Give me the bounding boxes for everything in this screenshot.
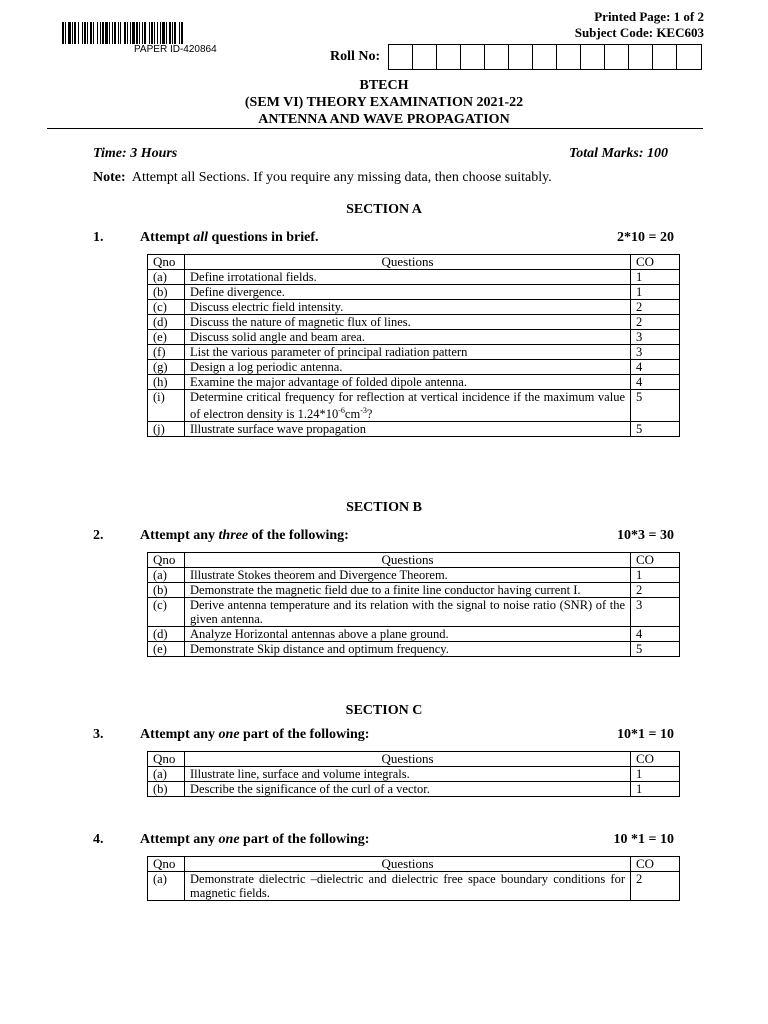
question-text: Design a log periodic antenna.	[185, 360, 631, 375]
instruction-pre: Attempt any	[140, 832, 219, 847]
section-heading: SECTION C	[345, 703, 423, 718]
question-text: Examine the major advantage of folded dipole antenna.	[185, 375, 631, 390]
question-text: Describe the significance of the curl of a vector.	[185, 782, 631, 797]
co-value: 1	[631, 270, 680, 285]
questions-header: Questions	[185, 857, 631, 872]
roll-no-row	[330, 44, 702, 70]
question-label: (b)	[148, 583, 185, 598]
table-row	[148, 285, 680, 300]
question-label: (j)	[148, 422, 185, 437]
question-text: Illustrate Stokes theorem and Divergence Theorem.	[185, 568, 631, 583]
questions-header: Questions	[185, 752, 631, 767]
qno-header: Qno	[148, 857, 185, 872]
co-value: 3	[631, 598, 680, 627]
question-marks: 10*1 = 10	[617, 727, 674, 742]
time-label: Time: 3 Hours	[93, 146, 178, 161]
instruction-pre: Attempt any	[140, 727, 219, 742]
question-instruction	[140, 528, 349, 544]
question-text: Derive antenna temperature and its relation with the signal to noise ratio (SNR) of the given antenna.	[185, 598, 631, 627]
question-text: Demonstrate dielectric –dielectric and dielectric free space boundary conditions for magnetic fields.	[185, 872, 631, 901]
roll-no-box	[581, 45, 605, 69]
instruction-emphasis: one	[218, 832, 240, 847]
question-text: Discuss solid angle and beam area.	[185, 330, 631, 345]
co-value: 2	[631, 300, 680, 315]
roll-no-box	[557, 45, 581, 69]
question-label: (g)	[148, 360, 185, 375]
questions-table	[147, 856, 680, 901]
questions-header: Questions	[185, 255, 631, 270]
question-text: Illustrate line, surface and volume integrals.	[185, 767, 631, 782]
barcode-image	[62, 22, 292, 44]
instruction-post: part of the following:	[239, 727, 370, 742]
section-heading: SECTION B	[346, 500, 422, 515]
superscript: -3	[360, 406, 367, 415]
question-number: 4.	[93, 832, 104, 847]
roll-no-boxes	[388, 44, 702, 70]
co-value: 2	[631, 315, 680, 330]
table-row	[148, 360, 680, 375]
instruction-post: questions in brief.	[208, 230, 319, 245]
question-label: (c)	[148, 598, 185, 627]
note-text: Attempt all Sections. If you require any missing data, then choose suitably.	[131, 170, 552, 185]
instruction-emphasis: all	[193, 230, 209, 245]
question-text: Define irrotational fields.	[185, 270, 631, 285]
co-value: 2	[631, 583, 680, 598]
roll-no-box	[629, 45, 653, 69]
instruction-post: part of the following:	[239, 832, 370, 847]
question-label: (h)	[148, 375, 185, 390]
question-instruction	[140, 727, 369, 743]
instruction-pre: Attempt any	[140, 528, 219, 543]
roll-no-box	[461, 45, 485, 69]
question-marks: 2*10 = 20	[617, 230, 674, 245]
table-row	[148, 598, 680, 627]
roll-no-box	[509, 45, 533, 69]
question-label: (c)	[148, 300, 185, 315]
question-text: Analyze Horizontal antennas above a plane ground.	[185, 627, 631, 642]
table-header-row	[148, 857, 680, 872]
question-label: (e)	[148, 330, 185, 345]
superscript: -6	[338, 406, 345, 415]
paper-id: PAPER ID-420864	[134, 44, 217, 55]
table-row	[148, 270, 680, 285]
table-row	[148, 330, 680, 345]
question-text: Determine critical frequency for reflection at vertical incidence if the maximum value of electron density is $1.24*10^{-6}cm^{-3}$?	[185, 390, 631, 422]
question-label: (a)	[148, 872, 185, 901]
co-value: 5	[631, 422, 680, 437]
note	[93, 170, 552, 186]
table-row	[148, 315, 680, 330]
instruction-post: of the following:	[248, 528, 349, 543]
co-value: 4	[631, 360, 680, 375]
co-header: CO	[631, 255, 680, 270]
co-value: 5	[631, 642, 680, 657]
question-number: 1.	[93, 230, 104, 245]
instruction-emphasis: three	[218, 528, 249, 543]
co-value: 3	[631, 345, 680, 360]
question-text: Discuss electric field intensity.	[185, 300, 631, 315]
roll-no-box	[485, 45, 509, 69]
exam-title: (SEM VI) THEORY EXAMINATION 2021-22	[244, 95, 524, 110]
questions-table	[147, 552, 680, 657]
table-header-row	[148, 255, 680, 270]
question-instruction	[140, 230, 319, 246]
question-label: (b)	[148, 285, 185, 300]
roll-no-box	[605, 45, 629, 69]
question-label: (d)	[148, 627, 185, 642]
roll-no-box	[677, 45, 701, 69]
qno-header: Qno	[148, 255, 185, 270]
table-row	[148, 872, 680, 901]
co-value: 1	[631, 568, 680, 583]
roll-no-label: Roll No:	[330, 49, 381, 64]
question-number: 3.	[93, 727, 104, 742]
table-row	[148, 300, 680, 315]
table-row	[148, 390, 680, 422]
header-divider	[47, 128, 703, 129]
questions-table	[147, 751, 680, 797]
table-header-row	[148, 553, 680, 568]
question-label: (b)	[148, 782, 185, 797]
question-instruction	[140, 832, 369, 848]
degree-title: BTECH	[359, 78, 409, 93]
table-row	[148, 422, 680, 437]
table-row	[148, 782, 680, 797]
table-row	[148, 375, 680, 390]
section-heading: SECTION A	[346, 202, 422, 217]
question-marks: 10*3 = 30	[617, 528, 674, 543]
co-value: 1	[631, 767, 680, 782]
question-label: (a)	[148, 568, 185, 583]
roll-no-box	[533, 45, 557, 69]
co-value: 2	[631, 872, 680, 901]
question-text: Demonstrate Skip distance and optimum frequency.	[185, 642, 631, 657]
co-value: 4	[631, 375, 680, 390]
question-label: (a)	[148, 767, 185, 782]
printed-page: Printed Page: 1 of 2	[594, 9, 704, 24]
question-text: Discuss the nature of magnetic flux of lines.	[185, 315, 631, 330]
total-marks: Total Marks: 100	[568, 146, 668, 161]
co-value: 4	[631, 627, 680, 642]
questions-header: Questions	[185, 553, 631, 568]
co-header: CO	[631, 857, 680, 872]
subject-code: Subject Code: KEC603	[574, 25, 704, 40]
table-row	[148, 767, 680, 782]
note-label: Note:	[93, 170, 126, 185]
table-row	[148, 345, 680, 360]
question-text: Illustrate surface wave propagation	[185, 422, 631, 437]
roll-no-box	[413, 45, 437, 69]
questions-table	[147, 254, 680, 437]
question-text: Demonstrate the magnetic field due to a finite line conductor having current I.	[185, 583, 631, 598]
roll-no-box	[389, 45, 413, 69]
table-row	[148, 627, 680, 642]
question-label: (e)	[148, 642, 185, 657]
question-label: (i)	[148, 390, 185, 422]
roll-no-box	[437, 45, 461, 69]
table-row	[148, 642, 680, 657]
co-value: 1	[631, 782, 680, 797]
qno-header: Qno	[148, 752, 185, 767]
question-label: (d)	[148, 315, 185, 330]
question-text: List the various parameter of principal radiation pattern	[185, 345, 631, 360]
co-value: 5	[631, 390, 680, 422]
co-header: CO	[631, 752, 680, 767]
subject-title: ANTENNA AND WAVE PROPAGATION	[258, 112, 510, 127]
co-value: 1	[631, 285, 680, 300]
question-marks: 10 *1 = 10	[613, 832, 674, 847]
co-header: CO	[631, 553, 680, 568]
table-header-row	[148, 752, 680, 767]
question-label: (f)	[148, 345, 185, 360]
co-value: 3	[631, 330, 680, 345]
qno-header: Qno	[148, 553, 185, 568]
table-row	[148, 568, 680, 583]
question-label: (a)	[148, 270, 185, 285]
instruction-emphasis: one	[218, 727, 240, 742]
question-number: 2.	[93, 528, 104, 543]
table-row	[148, 583, 680, 598]
instruction-pre: Attempt	[140, 230, 194, 245]
question-text: Define divergence.	[185, 285, 631, 300]
roll-no-box	[653, 45, 677, 69]
